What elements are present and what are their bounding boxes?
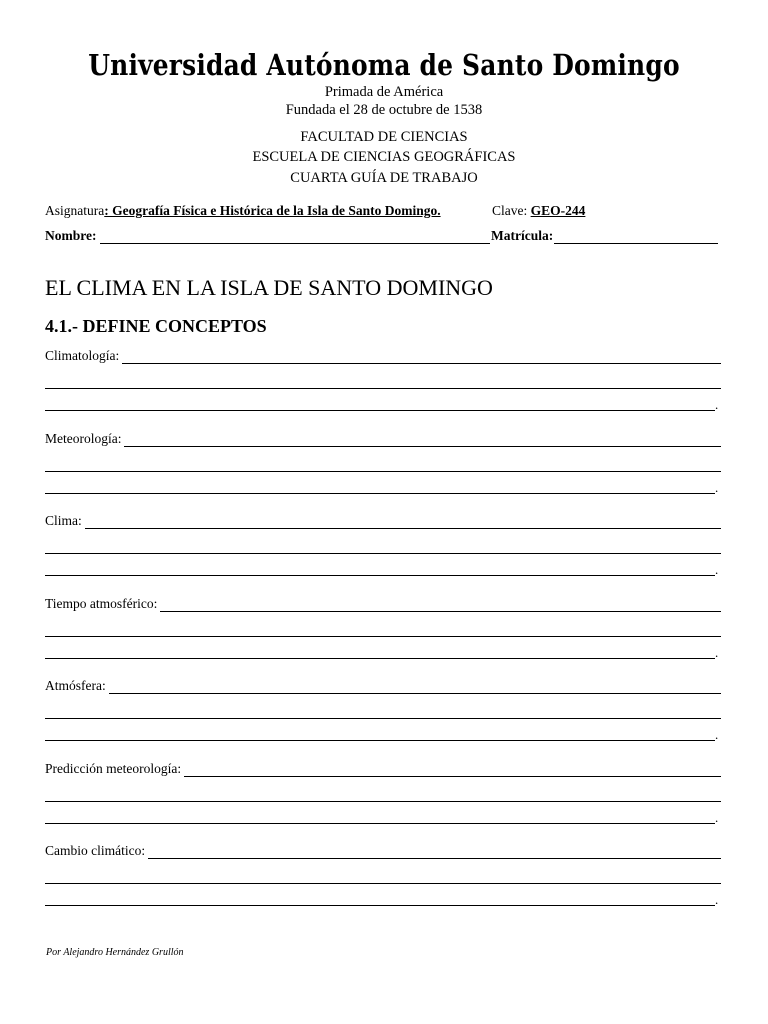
line-end-period: . — [715, 562, 719, 577]
subject-value: : Geografía Física e Histórica de la Isla de Santo Domingo. — [104, 203, 441, 218]
id-label: Matrícula: — [491, 228, 554, 243]
line-end-period: . — [715, 397, 719, 412]
concept-line-1[interactable] — [45, 680, 721, 696]
concept-label: Tiempo atmosférico: — [45, 596, 160, 612]
concept-line-1[interactable] — [45, 595, 721, 614]
key-row — [492, 203, 585, 219]
concept-line-1[interactable] — [45, 430, 721, 449]
line-end-period: . — [715, 644, 719, 660]
university-name: Universidad Autónoma de Santo Domingo — [88, 48, 680, 82]
concept-label: Climatología: — [45, 348, 122, 364]
concept-line-3[interactable] — [45, 575, 715, 576]
concept-label: Clima: — [45, 513, 85, 529]
concept-line-1[interactable] — [45, 515, 721, 531]
section-heading: 4.1.- DEFINE CONCEPTOS — [45, 316, 267, 336]
concept-line-1[interactable] — [45, 760, 721, 779]
subject-label: Asignatura — [45, 203, 105, 218]
concept-label: Predicción meteorología: — [45, 761, 184, 777]
name-field[interactable] — [100, 243, 490, 244]
footer-author: Por Alejandro Hernández Grullón — [46, 947, 184, 958]
faculty-heading: FACULTAD DE CIENCIAS — [300, 129, 468, 145]
concept-line-3[interactable] — [45, 410, 715, 411]
concept-line-3[interactable] — [45, 905, 715, 906]
line-end-period: . — [715, 479, 719, 495]
name-label: Nombre: — [45, 228, 97, 243]
answer-underline — [45, 363, 721, 364]
concept-line-2[interactable] — [45, 636, 721, 637]
guide-heading: CUARTA GUÍA DE TRABAJO — [290, 170, 478, 186]
concept-line-2[interactable] — [45, 553, 721, 554]
school-heading: ESCUELA DE CIENCIAS GEOGRÁFICAS — [252, 149, 516, 165]
line-end-period: . — [715, 727, 719, 742]
concept-line-1[interactable] — [45, 350, 721, 366]
subject-row — [45, 203, 441, 219]
page-title: EL CLIMA EN LA ISLA DE SANTO DOMINGO — [45, 275, 493, 300]
subtitle-primada: Primada de América — [324, 84, 444, 100]
concept-line-3[interactable] — [45, 823, 715, 824]
concept-label: Meteorología: — [45, 431, 124, 447]
concept-line-2[interactable] — [45, 883, 721, 884]
line-end-period: . — [715, 892, 719, 907]
key-value: GEO-244 — [530, 203, 586, 218]
concept-line-2[interactable] — [45, 718, 721, 719]
concept-line-3[interactable] — [45, 740, 715, 741]
answer-underline — [45, 693, 721, 694]
answer-underline — [45, 446, 721, 447]
subtitle-founded: Fundada el 28 de octubre de 1538 — [285, 102, 483, 118]
id-field[interactable] — [554, 243, 718, 244]
concept-line-2[interactable] — [45, 801, 721, 802]
answer-underline — [45, 528, 721, 529]
concept-line-2[interactable] — [45, 388, 721, 389]
concept-line-2[interactable] — [45, 471, 721, 472]
concept-line-3[interactable] — [45, 493, 715, 494]
key-label: Clave: — [492, 203, 531, 218]
concept-line-3[interactable] — [45, 658, 715, 659]
line-end-period: . — [715, 809, 719, 825]
concept-label: Cambio climático: — [45, 843, 148, 859]
concept-label: Atmósfera: — [45, 678, 109, 694]
concept-line-1[interactable] — [45, 845, 721, 861]
